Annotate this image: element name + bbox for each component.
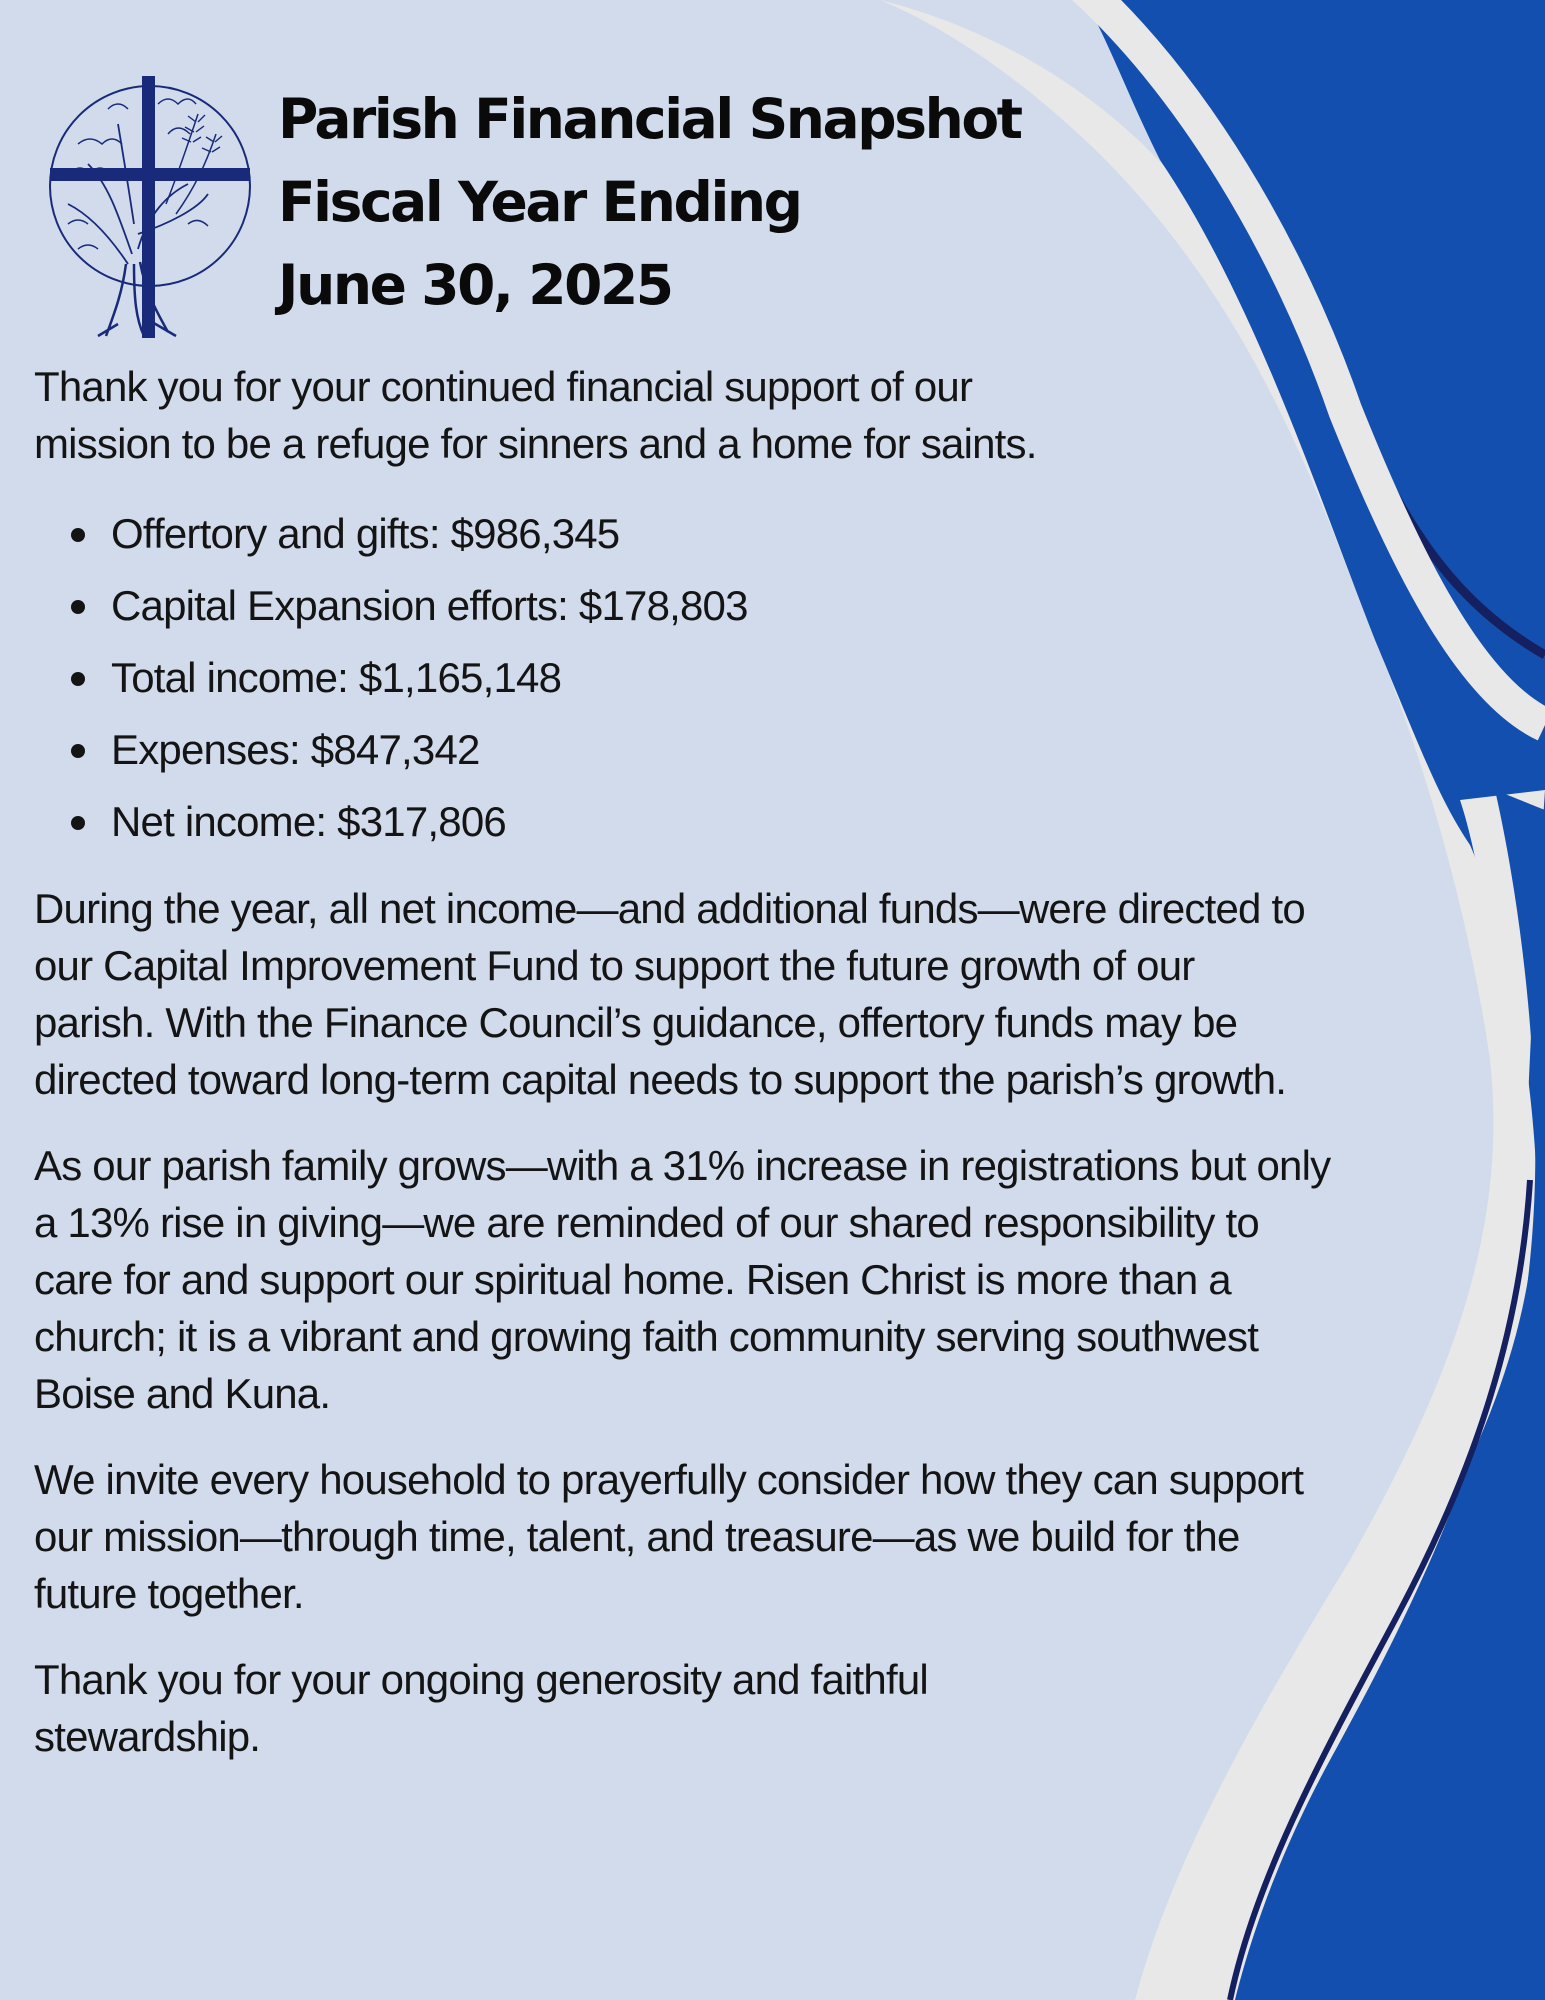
list-item — [34, 714, 1334, 786]
list-item — [34, 570, 1334, 642]
bullet-icon — [71, 816, 85, 830]
financial-figures-list — [34, 498, 1334, 858]
bullet-icon — [71, 672, 85, 686]
list-item — [34, 786, 1334, 858]
capital-fund-paragraph: During the year, all net income—and additional funds—were directed to our Capital Improvement Fund to support the future growth of our parish. With the Finance Council’s guidance, offertory funds may be directed toward long-term capital needs to support the parish’s growth. — [34, 885, 1305, 1103]
figure-total-income: Total income: $1,165,148 — [111, 654, 562, 701]
list-item — [34, 642, 1334, 714]
figure-capital-expansion: Capital Expansion efforts: $178,803 — [111, 582, 748, 629]
snapshot-body — [34, 358, 1334, 1765]
figure-expenses: Expenses: $847,342 — [111, 726, 480, 773]
invitation-paragraph: We invite every household to prayerfully consider how they can support our mission—through time, talent, and treasure—as we build for the future together. — [34, 1456, 1304, 1617]
intro-paragraph: Thank you for your continued financial support of our mission to be a refuge for sinners and a home for saints. — [34, 363, 1037, 467]
page-title — [278, 78, 1021, 327]
bullet-icon — [71, 600, 85, 614]
bullet-icon — [71, 528, 85, 542]
cross-tree-logo-icon — [48, 74, 258, 342]
title-line-1: Parish Financial Snapshot — [278, 87, 1021, 151]
title-line-3: June 30, 2025 — [278, 253, 672, 317]
list-item — [34, 498, 1334, 570]
figure-offertory: Offertory and gifts: $986,345 — [111, 510, 620, 557]
growth-paragraph: As our parish family grows—with a 31% increase in registrations but only a 13% rise in giving—we are reminded of our shared responsibility to care for and support our spiritual home. Risen Christ is more than a church; it is a vibrant and growing faith community serving southwest Boise and Kuna. — [34, 1142, 1331, 1417]
thanks-paragraph: Thank you for your ongoing generosity and faithful stewardship. — [34, 1656, 928, 1760]
title-line-2: Fiscal Year Ending — [278, 170, 801, 234]
figure-net-income: Net income: $317,806 — [111, 798, 506, 845]
bullet-icon — [71, 744, 85, 758]
